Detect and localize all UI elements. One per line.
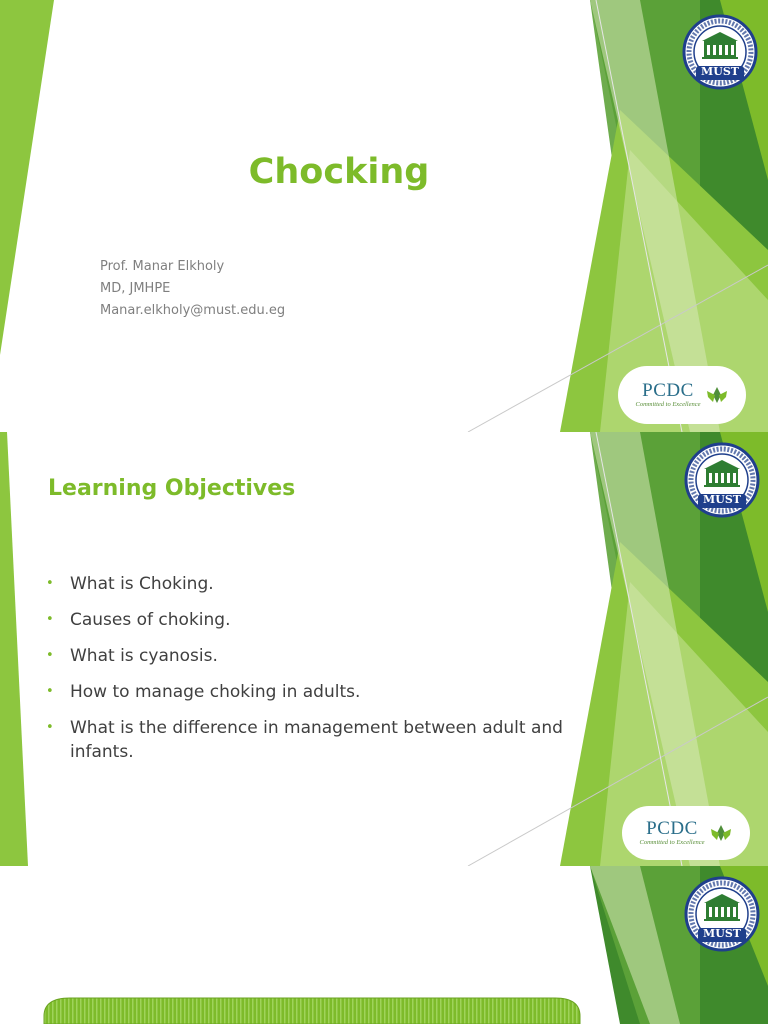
pcdc-logo — [622, 806, 750, 860]
pcdc-tagline: Committed to Excellence — [635, 401, 701, 408]
objectives-slide — [0, 432, 768, 866]
list-item: • What is the difference in management between adult and infants. — [46, 718, 563, 762]
list-item: • How to manage choking in adults. — [46, 682, 361, 702]
title-slide — [0, 0, 768, 432]
must-seal-label: MUST — [703, 927, 741, 940]
pcdc-logo — [618, 366, 746, 424]
objectives-list — [46, 572, 586, 776]
author-name: Prof. Manar Elkholy — [100, 259, 225, 274]
list-item: • What is cyanosis. — [46, 646, 218, 666]
partial-slide — [0, 866, 768, 1024]
bullet-icon: • — [46, 720, 54, 735]
pcdc-leaf-icon — [710, 824, 732, 842]
list-item: • What is Choking. — [46, 574, 214, 594]
bullet-icon: • — [46, 648, 54, 663]
bullet-icon: • — [46, 684, 54, 699]
pcdc-tagline: Committed to Excellence — [639, 839, 705, 846]
author-degrees: MD, JMHPE — [100, 281, 171, 296]
slide-title: Learning Objectives — [48, 476, 296, 501]
author-block — [100, 256, 285, 322]
list-item: • Causes of choking. — [46, 610, 231, 630]
pcdc-name: PCDC — [642, 380, 694, 401]
green-banner-shape — [44, 998, 580, 1024]
must-seal-label: MUST — [703, 493, 741, 506]
pcdc-leaf-icon — [706, 386, 728, 404]
slide-background-shapes — [0, 866, 768, 1024]
bullet-icon: • — [46, 612, 54, 627]
author-email: Manar.elkholy@must.edu.eg — [100, 303, 286, 318]
slide-title: Chocking — [248, 152, 430, 192]
must-seal-label: MUST — [701, 65, 739, 78]
bullet-icon: • — [46, 576, 54, 591]
pcdc-name: PCDC — [646, 818, 698, 839]
